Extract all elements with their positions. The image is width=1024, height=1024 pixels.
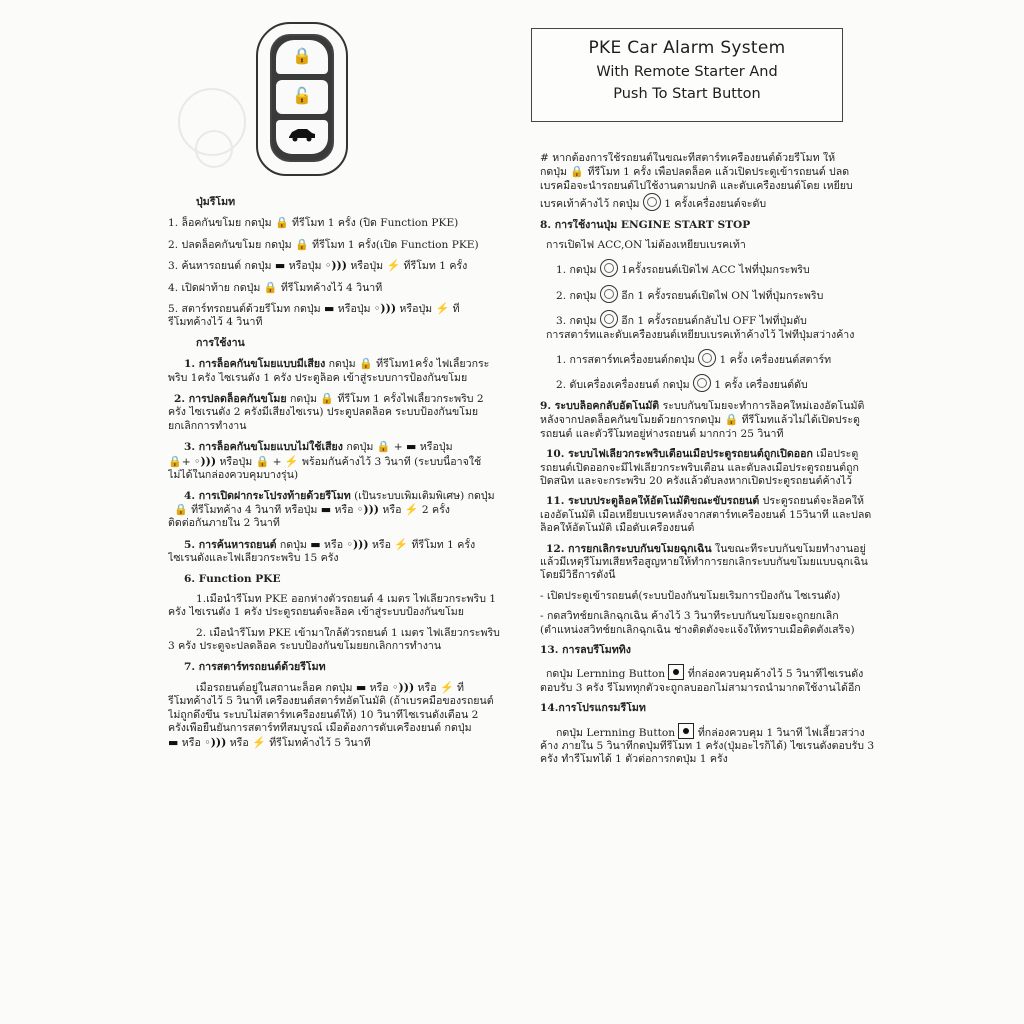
signal-waves-icon: ◦))) — [193, 454, 217, 468]
title-line-2: With Remote Starter And — [596, 64, 778, 80]
bolt-icon: ⚡ — [439, 680, 454, 694]
usage-7-b: รีโมทค้างไว้ 5 วินาที เครื่องยนต์สตาร์ทอัตโนมัติ (ถ้าเบรคมือของรถยนต์ — [168, 695, 494, 708]
unlock-icon: 🔓 — [292, 86, 312, 105]
section-8-heading: 8. การใช้งานปุ่ม ENGINE START STOP — [540, 218, 751, 231]
remote-button-panel — [270, 34, 334, 162]
section-8-b: 1. กดปุ่ม 1ครั้งรถยนต์เปิดไฟ ACC ไฟที่ปุ่มกระพริบ — [540, 259, 874, 277]
remote-item-3: 3. ค้นหารถยนต์ กดปุ่ม ▬ หรือปุ่ม ◦))) หรือปุ่ม ⚡ ที่รีโมท 1 ครั้ง — [168, 259, 468, 273]
usage-5-cont: ไซเรนดังและไฟเลี้ยวกระพริบ 15 ครั้ง — [168, 552, 339, 565]
section-12-f: (ตำแหน่งสวิทช์ยกเลิกฉุกเฉิน ช่างติดตั้งจะแจ้งให้ทราบเมื่อติดตั้งเสร็จ) — [540, 623, 855, 636]
car-icon: ▬ — [355, 680, 367, 694]
bolt-icon: ⚡ — [404, 502, 419, 516]
lock-icon: 🔒 — [295, 237, 309, 251]
usage-7-e: ▬ หรือ ◦))) หรือ ⚡ ที่รีโมทค้างไว้ 5 วินาที — [168, 735, 371, 749]
section-14-a: กดปุ่ม Lernning Button ที่กล่องควบคุม 1 วินาที ไฟเลี้ยวสว่าง — [540, 723, 874, 740]
engine-start-button-icon — [600, 259, 618, 277]
title-line-3: Push To Start Button — [613, 86, 761, 102]
usage-6-b: ครั้ง ไซเรนดัง 1 ครั้ง ประตูรถยนต์จะล็อค เข้าสู่ระบบป้องกันขโมย — [168, 606, 464, 619]
usage-4-cont: 🔒 ที่รีโมทค้าง 4 วินาที หรือปุ่ม ▬ หรือ ◦))) หรือ ⚡ 2 ครั้ง — [174, 502, 450, 516]
signal-waves-icon: ◦))) — [373, 302, 397, 316]
section-10-a: 10. ระบบไฟเลี้ยวกระพริบเตือนเมื่อประตูรถยนต์ถูกเปิดออก เมื่อประตู — [546, 448, 859, 461]
usage-1: 1. การล็อคกันขโมยแบบมีเสียง กดปุ่ม 🔒 ที่รีโมท1ครั้ง ไฟเลี้ยวกระ — [184, 357, 490, 371]
note-remote-start-a: # หากต้องการใช้รถยนต์ในขณะที่สตาร์ทเครื่องยนต์ด้วยรีโมท ให้ — [540, 152, 836, 164]
remote-lock-button — [276, 40, 328, 74]
signal-waves-icon: ◦))) — [324, 259, 347, 273]
signal-waves-icon: ◦))) — [346, 537, 369, 551]
bolt-icon: ⚡ — [252, 735, 266, 749]
signal-waves-icon: ◦))) — [392, 680, 415, 694]
bolt-icon: ⚡ — [284, 454, 299, 468]
section-8-d: 3. กดปุ่ม อีก 1 ครั้งรถยนต์กลับไป OFF ไฟที่ปุ่มดับ — [540, 310, 874, 328]
remote-item-1: 1. ล็อคกันขโมย กดปุ่ม 🔒 ที่รีโมท 1 ครั้ง (ปิด Function PKE) — [168, 216, 459, 230]
signal-waves-icon: ◦))) — [204, 735, 227, 749]
lock-icon: 🔒 — [359, 357, 373, 371]
remote-item-4: 4. เปิดฝาท้าย กดปุ่ม 🔒 ที่รีโมทค้างไว้ 4 วินาที — [168, 280, 383, 294]
note-remote-start-d: เบรคเท้าค้างไว้ กดปุ่ม 1 ครั้งเครื่องยนต์จะดับ — [540, 193, 874, 211]
car-icon: ▬ — [310, 537, 321, 551]
section-13-heading: 13. การลบรีโมททิ้ง — [540, 643, 631, 656]
usage-6-heading: 6. Function PKE — [184, 572, 281, 585]
section-8-e: การสตาร์ทและดับเครื่องยนต์เหยียบเบรคเท้าค้างไว้ ไฟที่ปุ่มสว่างค้าง — [546, 328, 855, 341]
car-icon — [276, 126, 328, 147]
lock-icon: 🔒 — [263, 280, 278, 294]
remote-item-5: 5. สตาร์ทรถยนต์ด้วยรีโมท กดปุ่ม ▬ หรือปุ่ม ◦))) หรือปุ่ม ⚡ ที่ — [168, 302, 460, 316]
learning-button-icon — [668, 664, 684, 680]
remote-item-5-cont: รีโมทค้างไว้ 4 วินาที — [168, 316, 263, 329]
section-13-b: ตอบรับ 3 ครั้ง รีโมททุกตัวจะถูกลบออกไม่สามารถนำมากดใช้งานได้อีก — [540, 681, 861, 694]
remote-unlock-button — [276, 80, 328, 114]
right-column — [540, 152, 874, 767]
bolt-icon: ⚡ — [435, 302, 450, 316]
usage-7-d: ครั้งเพื่อยืนยันการสตาร์ทที่สมบูรณ์ เมื่อต้องการดับเครื่องยนต์ กดปุ่ม — [168, 722, 472, 735]
section-12-b: แล้วมีเหตุรีโมทเสียหรือสูญหายให้ทำการยกเลิกระบบกันขโมยแบบฉุกเฉิน — [540, 555, 868, 568]
engine-start-button-icon — [693, 374, 711, 392]
section-14-c: ครั้ง ทำรีโมทได้ 1 ตัวต่อการกดปุ่ม 1 ครั้ง — [540, 753, 728, 766]
section-8-f: 1. การสตาร์ทเครื่องยนต์กดปุ่ม 1 ครั้ง เครื่องยนต์สตาร์ท — [540, 349, 874, 367]
section-11-a: 11. ระบบประตูล็อคให้อัตโนมัติขณะขับรถยนต์ ประตูรถยนต์จะล็อคให้ — [546, 495, 865, 508]
lock-icon: 🔒 — [168, 454, 182, 468]
usage-2: 2. การปลดล็อคกันขโมย กดปุ่ม 🔒 ที่รีโมท 1 ครั้งไฟเลี้ยวกระพริบ 2 — [174, 392, 484, 406]
usage-1-cont: พริบ 1ครั้ง ไซเรนดัง 1 ครั้ง ประตูล็อค เข้าสู่ระบบการป้องกันขโมย — [168, 371, 468, 384]
usage-7-c: ไม่ถูกดึงขึ้น ระบบไม่สตาร์ทเครื่องยนต์ให้) 10 วินาทีไซเรนดังเตือน 2 — [168, 708, 479, 721]
usage-4: 4. การเปิดฝากระโปรงท้ายด้วยรีโมท (เป็นระบบเพิ่มเติมพิเศษ) กดปุ่ม — [184, 489, 495, 502]
usage-2-cont: ครั้ง ไซเรนดัง 2 ครั้งมีเสียงไซเรน) ประตูปลดล็อค ระบบป้องกันขโมย — [168, 406, 479, 419]
learning-button-icon — [678, 723, 694, 739]
car-icon: ▬ — [320, 502, 332, 516]
section-heading-remote-buttons: ปุ่มรีโมท — [196, 196, 236, 208]
usage-4-cont-2: ติดต่อกันภายใน 2 วินาที — [168, 517, 280, 530]
remote-key-illustration — [256, 22, 348, 176]
lock-icon: 🔒 — [255, 454, 270, 468]
usage-6-a: 1.เมื่อนำรีโมท PKE ออกห่างตัวรถยนต์ 4 เมตร ไฟเลี้ยวกระพริบ 1 — [196, 592, 497, 605]
remote-item-2: 2. ปลดล็อคกันขโมย กดปุ่ม 🔒 ที่รีโมท 1 ครั้ง(เปิด Function PKE) — [168, 237, 479, 251]
engine-start-button-icon — [698, 349, 716, 367]
section-13-a: กดปุ่ม Lernning Button ที่กล่องควบคุมค้างไว้ 5 วินาทีไซเรนดัง — [540, 664, 874, 681]
section-9-c: รถยนต์ และตัวรีโมทอยู่ห่างรถยนต์ มากกว่า 25 วินาที — [540, 427, 784, 440]
left-column — [168, 196, 520, 750]
note-remote-start-b: กดปุ่ม 🔒 ที่รีโมท 1 ครั้ง เพื่อปลดล็อค แล้วเปิดประตูเข้ารถยนต์ ปลด — [540, 165, 850, 179]
car-icon: ▬ — [324, 302, 335, 316]
usage-7-heading: 7. การสตาร์ทรถยนต์ด้วยรีโมท — [184, 660, 326, 673]
title-line-1: PKE Car Alarm System — [588, 38, 786, 58]
usage-6-c: 2. เมื่อนำรีโมท PKE เข้ามาใกล้ตัวรถยนต์ 1 เมตร ไฟเลี้ยวกระพริบ — [196, 626, 500, 639]
section-10-c: ปิดสนิท และจะกระพริบ 20 ครั้งแล้วดับลงหากเปิดประตูรถยนต์ค้างไว้ — [540, 474, 852, 487]
usage-3: 3. การล็อคกันขโมยแบบไม่ใช้เสียง กดปุ่ม 🔒 + ▬ หรือปุ่ม — [184, 440, 453, 454]
usage-2-cont-2: ยกเลิกการทำงาน — [168, 419, 247, 432]
lock-icon: 🔒 — [274, 216, 289, 230]
section-8-a: การเปิดไฟ ACC,ON ไม่ต้องเหยียบเบรคเท้า — [546, 239, 746, 252]
bolt-icon: ⚡ — [386, 259, 401, 273]
section-12-e: - กดสวิทช์ยกเลิกฉุกเฉิน ค้างไว้ 3 วินาทีระบบกันขโมยจะถูกยกเลิก — [540, 610, 839, 623]
section-heading-usage: การใช้งาน — [196, 336, 245, 349]
lock-icon: 🔒 — [174, 502, 188, 516]
usage-3-cont: 🔒+ ◦))) หรือปุ่ม 🔒 + ⚡ พร้อมกันค้างไว้ 3 วินาที (ระบบนี้อาจใช้ — [168, 454, 482, 468]
bleed-through-circle — [195, 130, 233, 168]
section-14-heading: 14.การโปรแกรมรีโมท — [540, 702, 646, 715]
usage-3-cont-2: ไม่ได้ในกล่องควบคุมบางรุ่น) — [168, 469, 299, 482]
lock-icon: 🔒 — [724, 413, 739, 427]
usage-7-a: เมื่อรถยนต์อยู่ในสถานะล็อค กดปุ่ม ▬ หรือ ◦))) หรือ ⚡ ที่ — [196, 680, 465, 694]
lock-icon: 🔒 — [320, 392, 335, 406]
title-box — [531, 28, 843, 122]
note-remote-start-c: เบรคมือจะนำรถยนต์ไปใช้งานตามปกติ และดับเครื่องยนต์โดย เหยียบ — [540, 179, 853, 192]
engine-start-button-icon — [600, 285, 618, 303]
signal-waves-icon: ◦))) — [356, 502, 380, 516]
lock-icon: 🔒 — [570, 165, 585, 179]
section-11-c: ล็อคให้อัตโนมัติ เมื่อดับเครื่องยนต์ — [540, 522, 695, 535]
section-8-c: 2. กดปุ่ม อีก 1 ครั้งรถยนต์เปิดไฟ ON ไฟที่ปุ่มกระพริบ — [540, 285, 874, 303]
engine-start-button-icon — [643, 193, 661, 211]
usage-5: 5. การค้นหารถยนต์ กดปุ่ม ▬ หรือ ◦))) หรือ ⚡ ที่รีโมท 1 ครั้ง — [184, 537, 476, 551]
section-12-a: 12. การยกเลิกระบบกันขโมยฉุกเฉิน ในขณะที่ระบบกันขโมยทำงานอยู่ — [546, 542, 866, 555]
section-14-b: ค้าง ภายใน 5 วินาทีกดปุ่มที่รีโมท 1 ครั้ง(ปุ่มอะไรก็ได้) ไซเรนดังตอบรับ 3 — [540, 740, 874, 752]
lock-icon: 🔒 — [376, 440, 391, 454]
car-icon: ▬ — [168, 735, 179, 749]
section-9-a: 9. ระบบล็อคกลับอัตโนมัติ ระบบกันขโมยจะทำการล็อคใหม่เองอัตโนมัติ — [540, 399, 865, 412]
engine-start-button-icon — [600, 310, 618, 328]
bolt-icon: ⚡ — [394, 537, 409, 551]
section-9-b: หลังจากปลดล็อคกันขโมยด้วยการกดปุ่ม 🔒 ที่รีโมทแล้วไม่ได้เปิดประตู — [540, 413, 860, 427]
section-11-b: เองอัตโนมัติ เมื่อเหยียบเบรคหลังจากสตาร์ทเครื่องยนต์ 15วินาที และปลด — [540, 508, 872, 521]
remote-car-button — [276, 120, 328, 154]
car-icon: ▬ — [406, 440, 417, 454]
section-10-b: รถยนต์เปิดออกจะมีไฟเลี้ยวกระพริบเตือน และดับลงเมื่อประตูรถยนต์ถูก — [540, 461, 859, 474]
section-8-g: 2. ดับเครื่องเครื่องยนต์ กดปุ่ม 1 ครั้ง เครื่องยนต์ดับ — [540, 374, 874, 392]
lock-icon: 🔒 — [292, 46, 312, 65]
car-icon: ▬ — [274, 259, 286, 273]
section-12-c: โดยมีวิธีการดังนี้ — [540, 569, 616, 582]
usage-6-d: 3 ครั้ง ประตูจะปลดล็อค ระบบป้องกันขโมยยกเลิกการทำงาน — [168, 640, 442, 653]
section-12-d: - เปิดประตูเข้ารถยนต์(ระบบป้องกันขโมยเริ่มการป้องกัน ไซเรนดัง) — [540, 589, 841, 602]
